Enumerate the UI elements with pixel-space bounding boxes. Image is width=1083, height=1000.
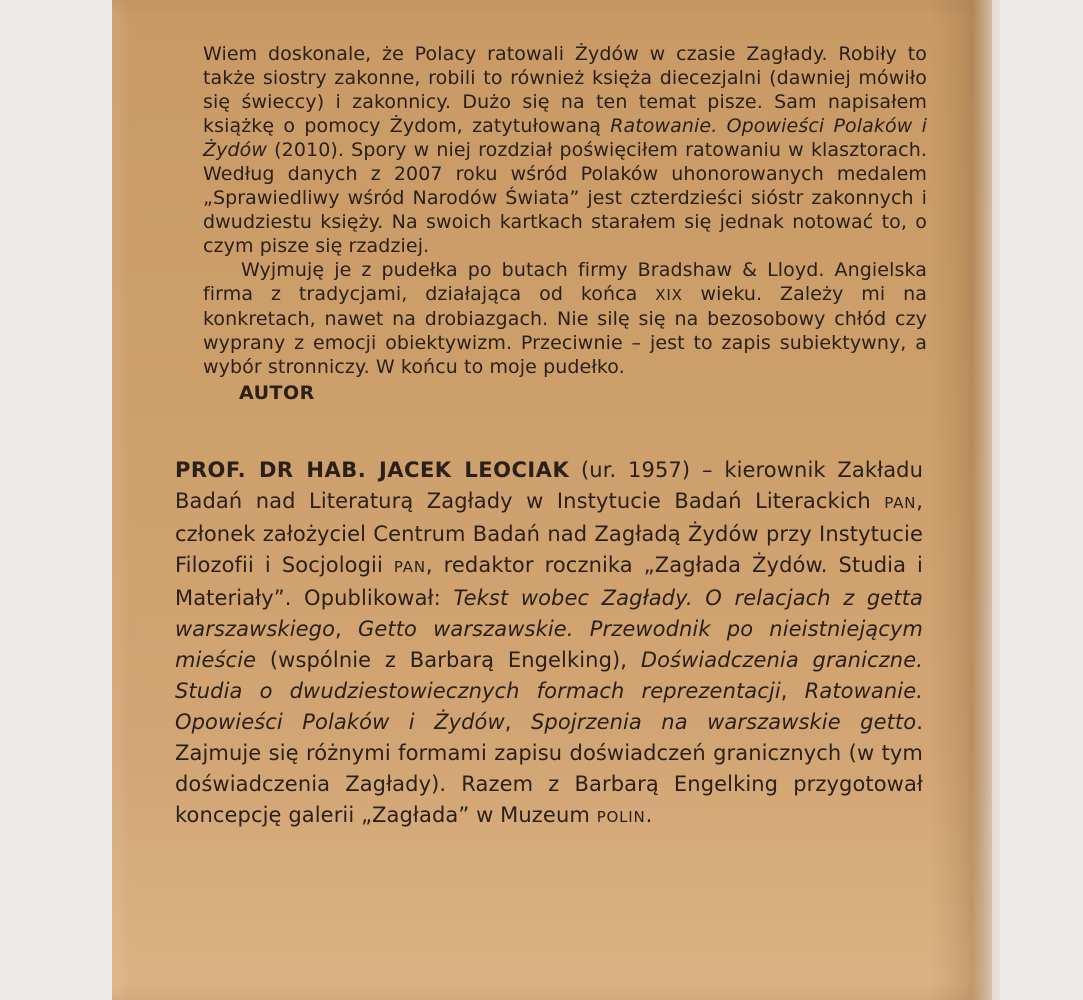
quote-paragraph-2	[203, 258, 927, 379]
quote-text: (2010). Spory w niej rozdział poświęciłem ratowaniu w klasztorach. Według danych z 2007 roku wśród Polaków uhonorowanych medalem „Sprawiedliwy wśród Narodów Świata” jest czterdzieści sióstr zakonnych i dwudziestu księży. Na swoich kartkach starałem się jednak notować to, o czym pisze się rzadziej.	[203, 139, 927, 257]
quote-paragraph-1	[203, 42, 927, 258]
small-caps-pan: PAN	[884, 494, 917, 512]
bio-text: . Zajmuje się różnymi formami zapisu doświadczeń granicznych (w tym doświadczenia Zagłady). Razem z Barbarą Engelking przygotował koncepcję galerii „Zagłada” w Muzeum	[175, 710, 923, 827]
author-bio	[145, 455, 923, 833]
small-caps-pan: PAN	[393, 558, 426, 576]
book-title: Ratowanie. Opowieści Polaków i Żydów	[203, 115, 927, 161]
quote-signature: AUTOR	[239, 382, 315, 404]
bio-text: , redaktor rocznika „Zagłada Żydów. Studia i Materiały”. Opublikował:	[175, 553, 923, 610]
quote-text: wieku. Zależy mi na konkretach, nawet na drobiazgach. Nie silę się na bezosobowy chłód czy wyprany z emocji obiektywizm. Przeciwnie – jest to zapis subiektywny, a wybór stronniczy. W końcu to moje pudełko.	[203, 283, 927, 378]
bio-text: (wspólnie z Barbarą Engelking),	[256, 648, 641, 672]
bio-text: , członek założyciel Centrum Badań nad Zagładą Żydów przy Instytucie Filozofii i Socjologii	[175, 489, 923, 577]
author-name: PROF. DR HAB. JACEK LEOCIAK	[175, 458, 570, 482]
book-title: Spojrzenia na warszawskie getto	[530, 710, 917, 734]
bio-text: ,	[504, 710, 531, 734]
book-title: Tekst wobec Zagłady. O relacjach z getta warszawskiego	[175, 586, 923, 641]
small-caps-century: XIX	[655, 286, 683, 304]
book-title: Getto warszawskie. Przewodnik po nieistniejącym mieście	[175, 617, 923, 672]
book-spine-edge	[930, 0, 1000, 1000]
bio-text: (ur. 1957) – kierownik Zakładu Badań nad Literaturą Zagłady w Instytucie Badań Literackich	[175, 458, 923, 513]
book-title: Ratowanie. Opowieści Polaków i Żydów	[175, 679, 923, 734]
small-caps-polin: POLIN	[596, 808, 646, 826]
quote-text: Wiem doskonale, że Polacy ratowali Żydów w czasie Zagłady. Robiły to także siostry zakonne, robili to również księża diecezjalni (dawniej mówiło się świeccy) i zakonnicy. Dużo się na ten temat pisze. Sam napisałem książkę o pomocy Żydom, zatytułowaną	[203, 43, 927, 137]
book-title: Doświadczenia graniczne. Studia o dwudziestowiecznych formach reprezentacji	[175, 648, 923, 703]
bio-text: .	[645, 803, 653, 827]
back-cover-text	[145, 42, 925, 833]
quote-text: Wyjmuję je z pudełka po butach firmy Bradshaw & Lloyd. Angielska firma z tradycjami, działająca od końca	[203, 259, 927, 305]
bio-text: ,	[780, 679, 805, 703]
author-quote	[145, 42, 927, 405]
bio-text: ,	[335, 617, 358, 641]
